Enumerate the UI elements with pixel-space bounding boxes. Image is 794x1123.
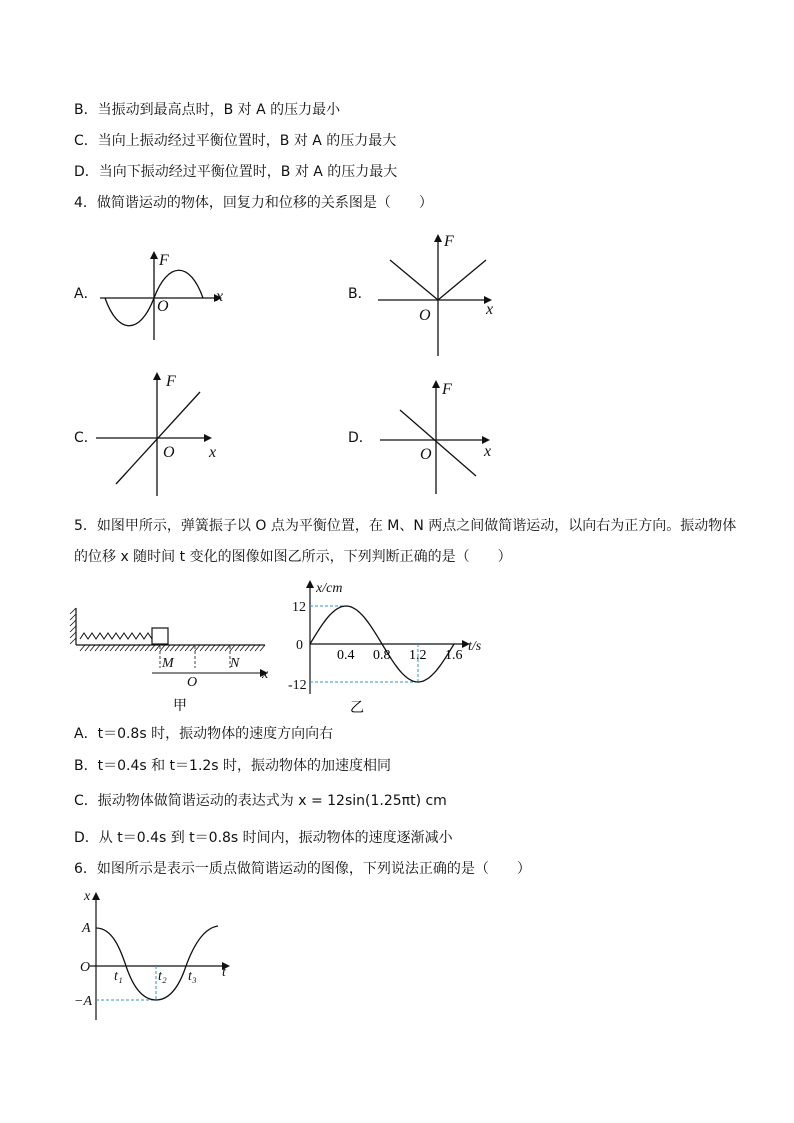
q6-label-t3: t₃ <box>188 969 197 984</box>
ytick-min: -12 <box>288 678 307 693</box>
q6-label-neg-a: −A <box>74 994 92 1009</box>
q4-b-axis-f: F <box>444 233 454 250</box>
xtick-label: 0.4 <box>337 648 355 663</box>
q3-option-d: D．当向下振动经过平衡位置时，B 对 A 的压力最大 <box>74 164 398 180</box>
q4-d-axis-f: F <box>442 381 452 398</box>
q6-axis-t: t <box>222 965 226 980</box>
q4-a-axis-f: F <box>159 252 169 269</box>
q5-option-d: D．从 t＝0.4s 到 t＝0.8s 时间内，振动物体的速度逐渐减小 <box>74 830 453 846</box>
xlabel: t/s <box>468 639 482 654</box>
q4-a-axis-x: x <box>216 288 224 305</box>
q4-option-c-label: C． <box>74 430 98 446</box>
label-n: N <box>230 656 240 671</box>
q6-label-a: A <box>82 921 91 936</box>
q3-option-b: B．当振动到最高点时，B 对 A 的压力最小 <box>74 102 341 118</box>
label-m: M <box>162 656 174 671</box>
q6-stem: 6．如图所示是表示一质点做简谐运动的图像，下列说法正确的是（ ） <box>74 861 531 877</box>
q5-stem-line-2: 的位移 x 随时间 t 变化的图像如图乙所示，下列判断正确的是（ ） <box>74 549 512 565</box>
ytick-max: 12 <box>292 600 306 615</box>
xtick-label: 1.2 <box>409 648 427 663</box>
ylabel: x/cm <box>316 581 343 596</box>
origin-label: 0 <box>296 638 303 653</box>
q6-label-t2: t₂ <box>158 969 167 984</box>
xtick-label: 0.8 <box>373 648 391 663</box>
q5-stem-line-1: 5．如图甲所示，弹簧振子以 O 点为平衡位置，在 M、N 两点之间做简谐运动，以向右为正方向。振动物体 <box>74 518 737 534</box>
q4-d-axis-x: x <box>484 443 492 460</box>
caption-yi: 乙 <box>350 701 364 716</box>
q4-stem: 4．做简谐运动的物体，回复力和位移的关系图是（ ） <box>74 195 433 211</box>
q4-option-a-label: A． <box>74 286 98 302</box>
q6-curve <box>96 926 218 1000</box>
q4-c-origin: O <box>163 444 175 461</box>
q6-axis-x: x <box>84 889 91 904</box>
q3-option-c: C．当向上振动经过平衡位置时，B 对 A 的压力最大 <box>74 133 397 149</box>
q4-d-origin: O <box>420 446 432 463</box>
q4-c-axis-x: x <box>209 444 217 461</box>
q5-option-a: A．t＝0.8s 时，振动物体的速度方向向右 <box>74 726 334 742</box>
q4-option-d-label: D． <box>348 430 373 446</box>
q4-option-b-label: B． <box>348 286 372 302</box>
q4-b-origin: O <box>419 307 431 324</box>
q4-a-origin: O <box>157 298 169 315</box>
label-o: O <box>187 675 198 690</box>
q6-label-t1: t₁ <box>114 969 123 984</box>
q6-origin: O <box>80 960 91 975</box>
caption-jia: 甲 <box>173 699 187 714</box>
q4-c-axis-f: F <box>166 373 176 390</box>
q4-b-axis-x: x <box>486 301 494 318</box>
q5-option-c: C．振动物体做简谐运动的表达式为 x = 12sin(1.25πt) cm <box>74 793 447 809</box>
xtick-label: 1.6 <box>445 648 463 663</box>
label-x: x <box>262 667 269 682</box>
q5-option-b: B．t＝0.4s 和 t＝1.2s 时，振动物体的加速度相同 <box>74 758 392 774</box>
